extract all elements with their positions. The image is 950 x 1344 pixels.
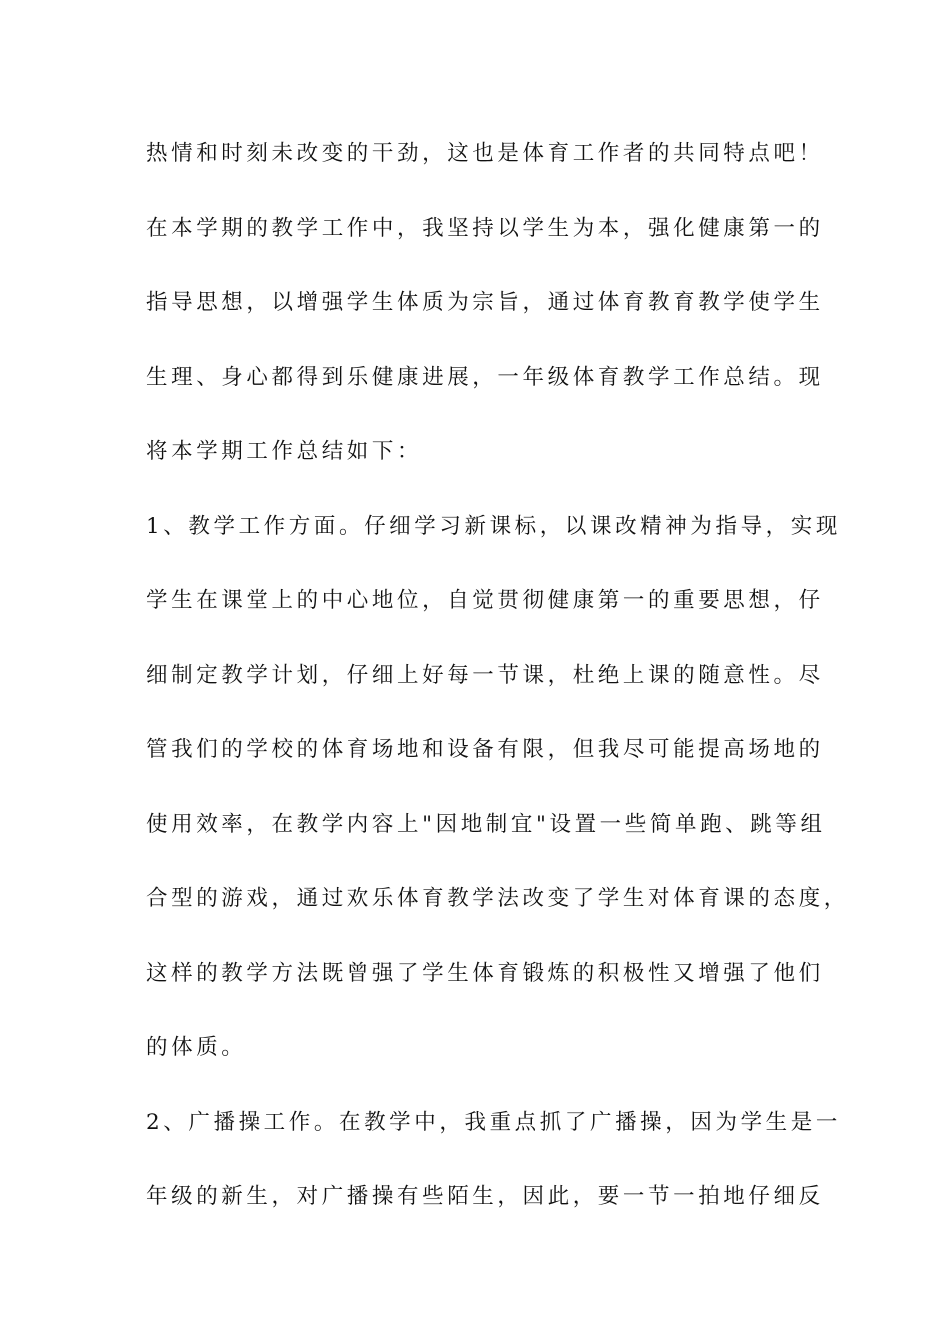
text-line: 将本学期工作总结如下： <box>146 439 423 464</box>
text-line: 年级的新生，对广播操有些陌生，因此，要一节一拍地仔细反 <box>146 1184 824 1209</box>
text-line: 热情和时刻未改变的干劲，这也是体育工作者的共同特点吧！ <box>146 141 824 166</box>
text-line: 合型的游戏，通过欢乐体育教学法改变了学生对体育课的态度， <box>146 886 849 911</box>
text-line: 这样的教学方法既曾强了学生体育锻炼的积极性又增强了他们 <box>146 960 824 986</box>
text-line: 使用效率，在教学内容上"因地制宜"设置一些简单跑、跳等组 <box>146 811 826 837</box>
text-line: 管我们的学校的体育场地和设备有限，但我尽可能提高场地的 <box>146 737 824 762</box>
body-text <box>146 128 849 1246</box>
text-line: 细制定教学计划，仔细上好每一节课，杜绝上课的随意性。尽 <box>146 662 824 688</box>
text-line: 的体质。 <box>146 1035 247 1060</box>
text-line: 生理、身心都得到乐健康进展，一年级体育教学工作总结。现 <box>146 364 824 390</box>
text-line: 在本学期的教学工作中，我坚持以学生为本，强化健康第一的 <box>146 215 824 241</box>
text-line: 1、教学工作方面。仔细学习新课标，以课改精神为指导，实现 <box>146 513 841 539</box>
text-line: 学生在课堂上的中心地位，自觉贯彻健康第一的重要思想，仔 <box>146 588 824 613</box>
text-line: 2、广播操工作。在教学中，我重点抓了广播操，因为学生是一 <box>146 1109 841 1135</box>
text-line: 指导思想，以增强学生体质为宗旨，通过体育教育教学使学生 <box>146 290 824 315</box>
